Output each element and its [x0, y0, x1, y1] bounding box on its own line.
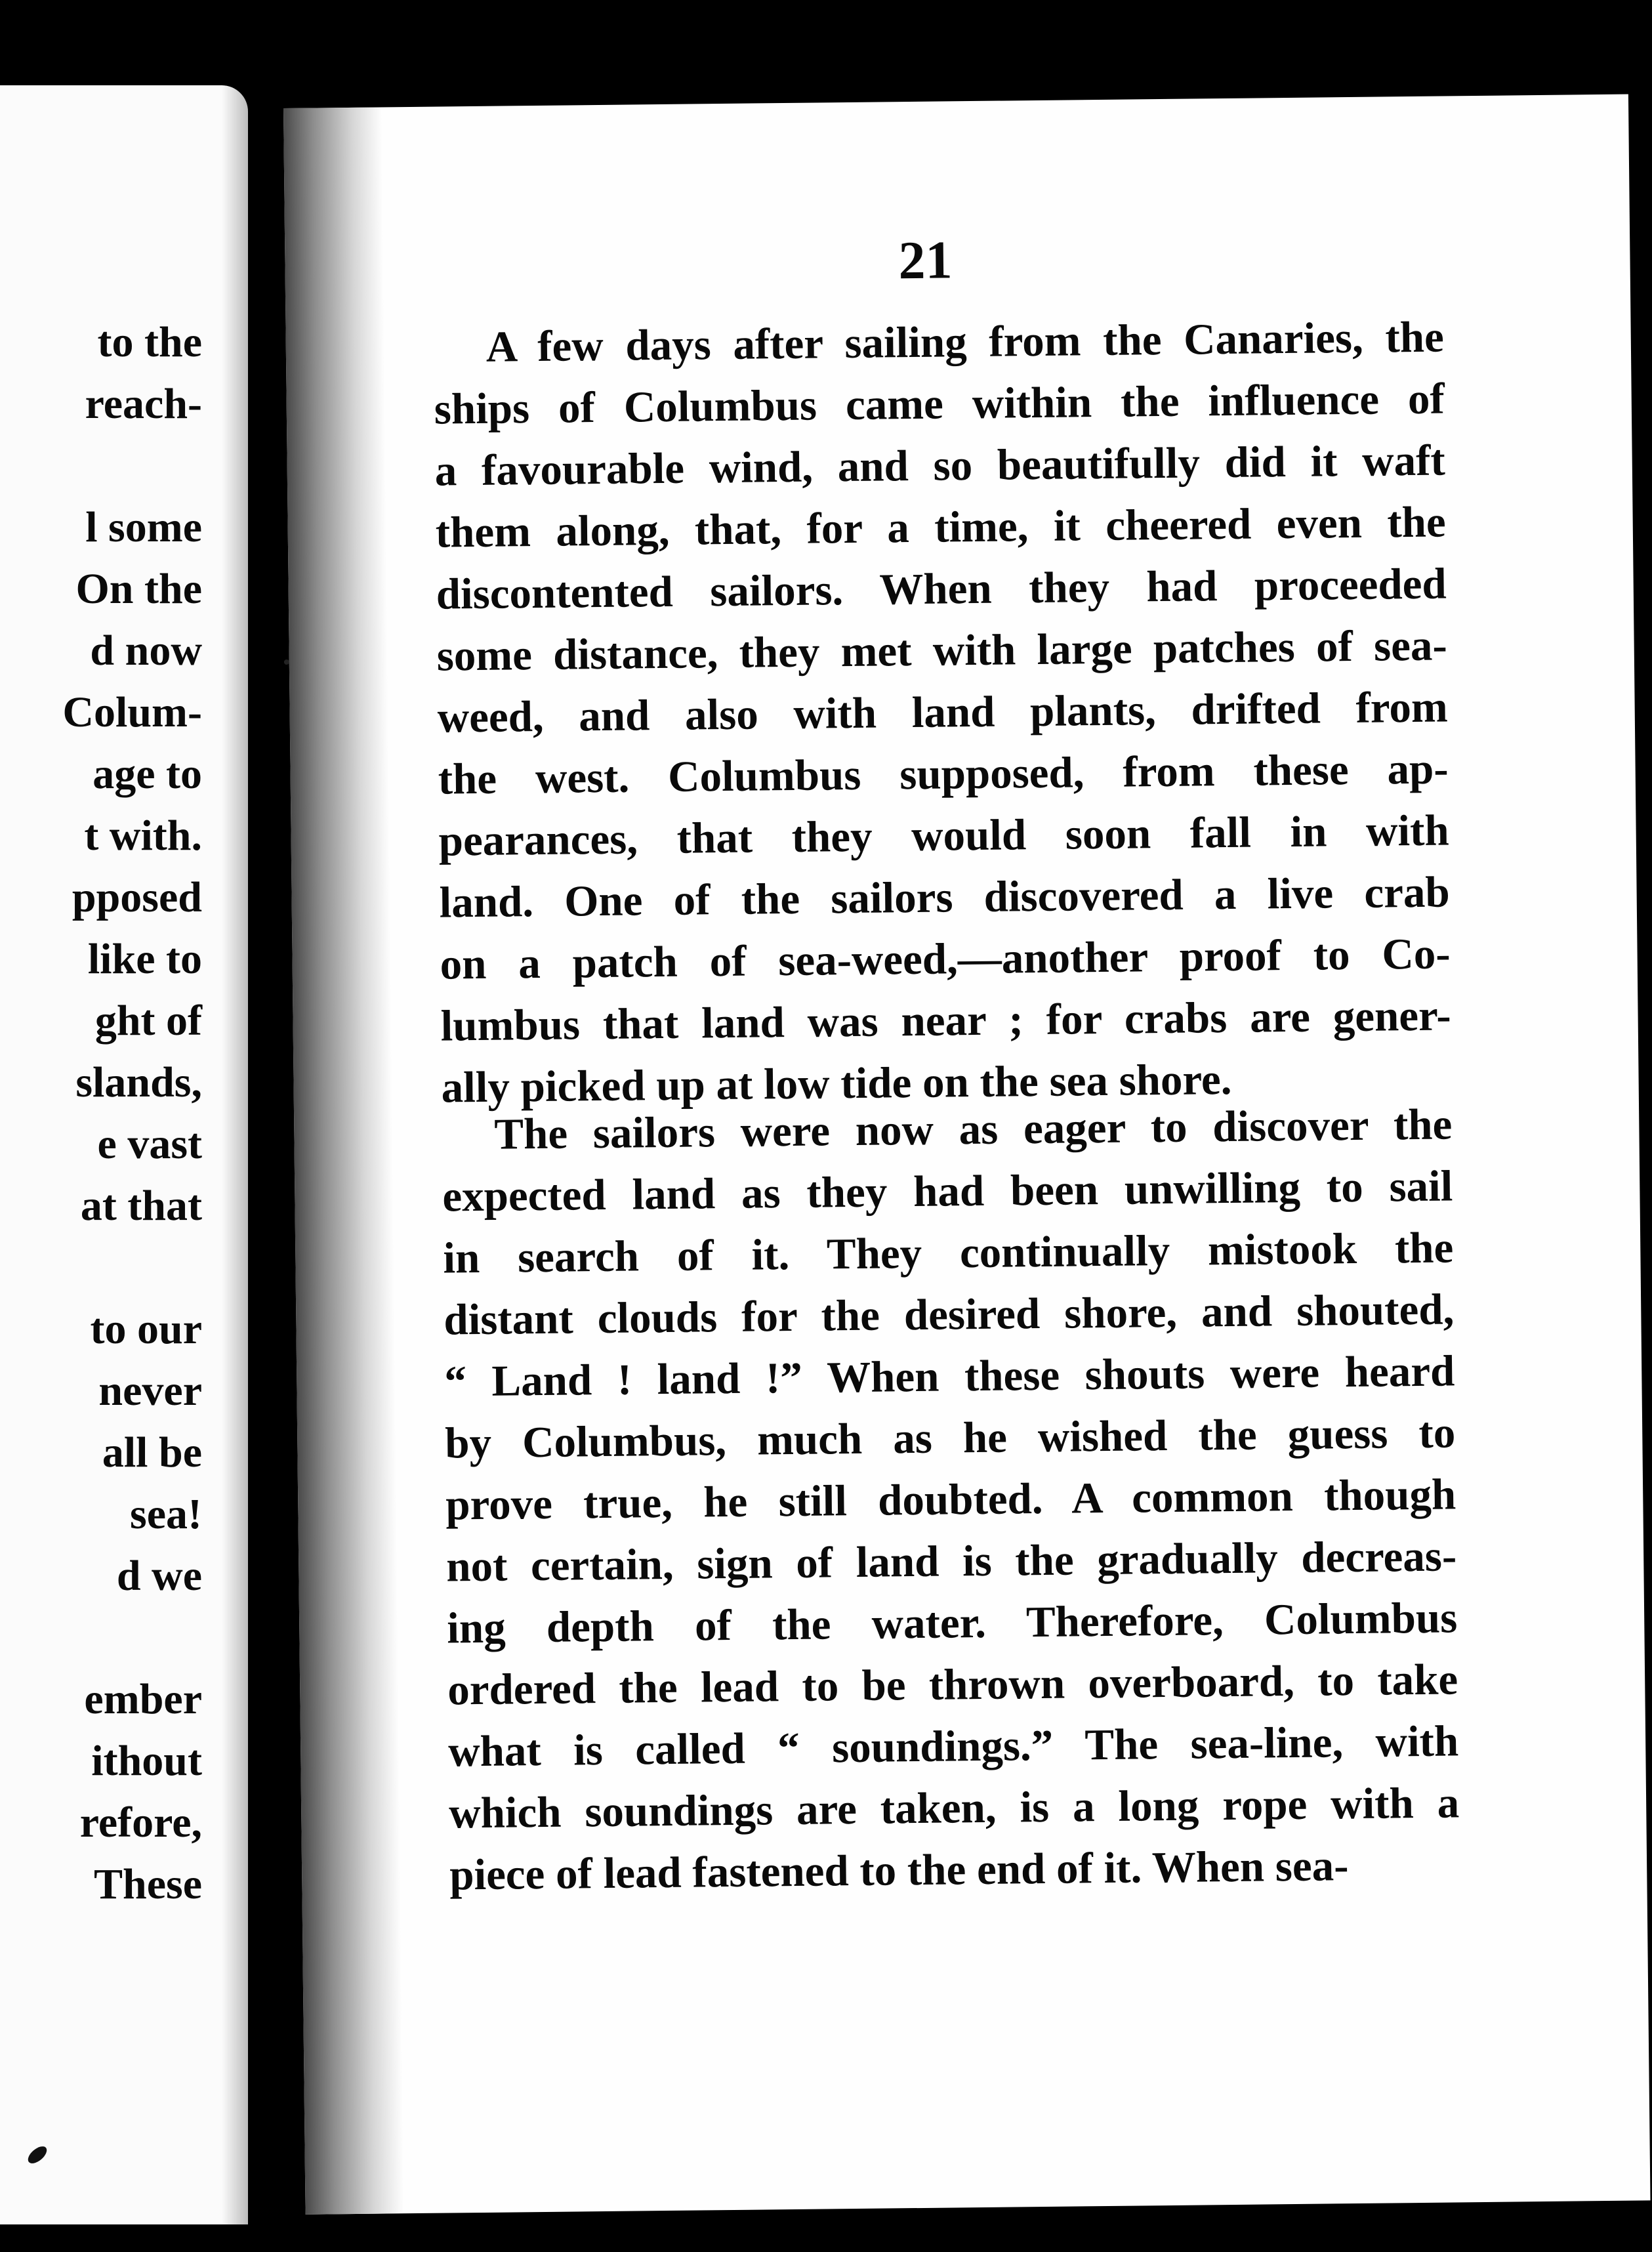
- paragraph-1: [433, 306, 1452, 1118]
- text-line: not certain, sign of land is the gradually decreas-: [445, 1532, 1457, 1591]
- facing-page-line-fragment: reach-: [85, 380, 202, 428]
- facing-page-line-fragment: sea!: [130, 1490, 202, 1538]
- text-line: which soundings are taken, is a long rope with a: [448, 1778, 1460, 1838]
- text-line: some distance, they met with large patches of sea-: [436, 621, 1448, 680]
- facing-page-line-fragment: ght of: [94, 997, 202, 1045]
- text-line: the west. Columbus supposed, from these ap-: [438, 744, 1449, 804]
- text-line: prove true, he still doubted. A common though: [445, 1470, 1456, 1530]
- text-line: by Columbus, much as he wished the guess to: [444, 1408, 1456, 1468]
- facing-page-line-fragment: Colum-: [62, 688, 202, 736]
- facing-page-line-fragment: d now: [90, 627, 202, 675]
- facing-page-line-fragment: On the: [75, 565, 202, 613]
- facing-page-line-fragment: These: [94, 1860, 202, 1908]
- text-line: pearances, that they would soon fall in with: [438, 806, 1450, 865]
- facing-page-line-fragment: t with.: [84, 812, 202, 860]
- text-line: distant clouds for the desired shore, and shouted,: [443, 1285, 1455, 1345]
- facing-page-line-fragment: to the: [97, 318, 202, 366]
- facing-page-line-fragment: ithout: [91, 1737, 202, 1785]
- text-line: ally picked up at low tide on the sea shore.: [441, 1054, 1232, 1112]
- text-line: what is called “ soundings.” The sea-line, with: [447, 1717, 1459, 1776]
- facing-page-line-fragment: age to: [93, 750, 202, 798]
- facing-page-text: [0, 312, 248, 1915]
- text-line: ordered the lead to be thrown overboard, to take: [447, 1655, 1458, 1715]
- facing-page: [0, 85, 248, 2224]
- text-line: The sailors were now as eager to discover the: [494, 1100, 1453, 1159]
- text-line: on a patch of sea-weed,—another proof to Co-: [440, 929, 1451, 989]
- page-number: 21: [898, 230, 953, 291]
- facing-page-line-fragment: refore,: [79, 1799, 202, 1846]
- text-line: weed, and also with land plants, drifted from: [437, 682, 1449, 742]
- text-line: expected land as they had been unwilling to sail: [442, 1161, 1453, 1221]
- facing-page-line-fragment: [0, 435, 248, 497]
- ink-speck: [284, 659, 289, 665]
- facing-page-line-fragment: never: [98, 1367, 202, 1415]
- text-line: ships of Columbus came within the influence of: [434, 374, 1445, 434]
- book-page: [283, 94, 1651, 2215]
- facing-page-line-fragment: ember: [84, 1675, 202, 1723]
- text-line: “ Land ! land !” When these shouts were heard: [444, 1346, 1455, 1406]
- text-line: discontented sailors. When they had proceeded: [436, 559, 1447, 619]
- facing-page-line-fragment: to our: [90, 1305, 202, 1353]
- text-line: ing depth of the water. Therefore, Columbus: [446, 1593, 1458, 1653]
- facing-page-line-fragment: d we: [116, 1552, 202, 1600]
- text-line: A few days after sailing from the Canaries, the: [485, 312, 1445, 371]
- text-line: lumbus that land was near ; for crabs are gener-: [440, 991, 1451, 1051]
- facing-page-line-fragment: pposed: [72, 873, 202, 921]
- facing-page-line-fragment: like to: [87, 935, 202, 983]
- facing-page-line-fragment: l some: [85, 503, 202, 551]
- facing-page-line-fragment: e vast: [97, 1120, 202, 1168]
- binding-shadow: [283, 107, 404, 2214]
- facing-page-line-fragment: slands,: [75, 1058, 202, 1106]
- text-line: in search of it. They continually mistook the: [442, 1223, 1454, 1283]
- ink-blot: [25, 2143, 50, 2167]
- text-line: them along, that, for a time, it cheered even the: [435, 497, 1447, 557]
- facing-page-line-fragment: at that: [80, 1182, 202, 1230]
- facing-page-line-fragment: [0, 1237, 248, 1299]
- paragraph-2: [442, 1093, 1460, 1906]
- text-line: a favourable wind, and so beautifully did it waft: [434, 436, 1446, 495]
- text-line: land. One of the sailors discovered a live crab: [439, 867, 1450, 927]
- text-line: piece of lead fastened to the end of it. When sea-: [449, 1841, 1349, 1900]
- facing-page-line-fragment: all be: [102, 1428, 202, 1476]
- facing-page-line-fragment: [0, 1607, 248, 1669]
